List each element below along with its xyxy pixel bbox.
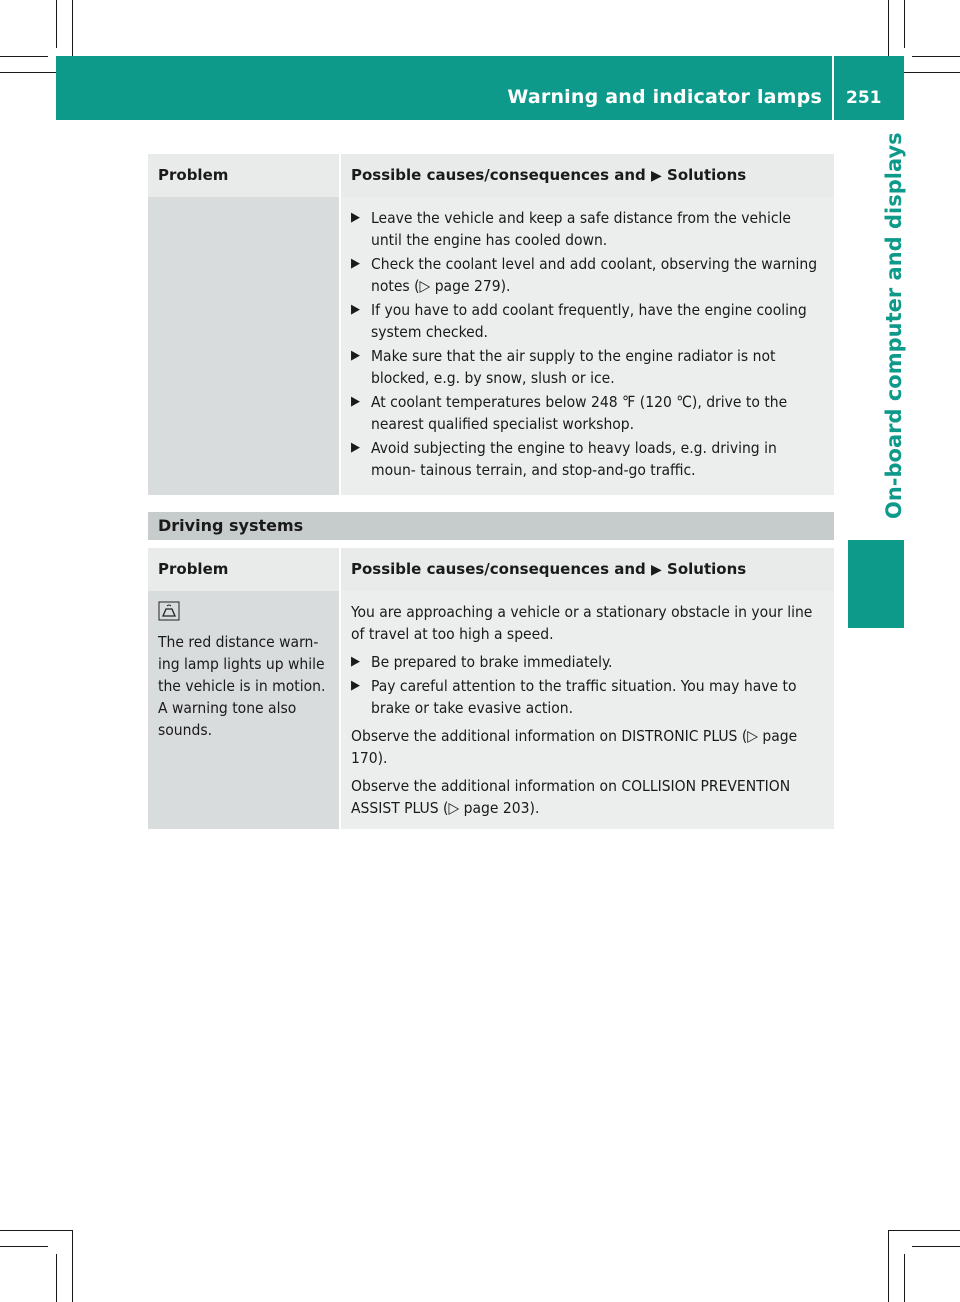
solutions-header [340, 154, 834, 197]
page-number: 251 [846, 88, 882, 108]
crop-mark [72, 1230, 73, 1302]
page-header [56, 56, 904, 120]
arrow-right-icon: ▶ [351, 348, 360, 363]
crop-mark [888, 1230, 889, 1302]
list-item: ▶ Check the coolant level and add coolant, observing the warning notes (▷ page 279). [351, 255, 818, 295]
arrow-right-icon: ▶ [351, 654, 360, 669]
solutions-header-suffix: Solutions [667, 166, 747, 184]
solutions-cell [340, 197, 834, 495]
solutions-header-suffix: Solutions [667, 560, 747, 578]
list-item: ▶ Leave the vehicle and keep a safe distance from the vehicle until the engine has cooled down. [351, 209, 791, 249]
problem-cell [148, 591, 340, 829]
distance-warning-icon [158, 601, 180, 621]
header-separator [832, 56, 834, 120]
crop-mark [888, 1230, 960, 1231]
table-row [148, 197, 834, 495]
table-header-row [148, 154, 834, 197]
crop-mark [912, 56, 960, 57]
arrow-right-icon: ▶ [651, 168, 662, 184]
solutions-header [340, 548, 834, 591]
problem-description: The red distance warn- ing lamp lights up while the vehicle is in motion. A warning tone also sounds. [158, 633, 326, 739]
table-header-row [148, 548, 834, 591]
crop-mark [0, 1230, 72, 1231]
arrow-right-icon: ▶ [351, 394, 360, 409]
chapter-tab-label: On-board computer and displays [882, 132, 906, 519]
crop-mark [904, 0, 905, 48]
page-title: Warning and indicator lamps [507, 86, 822, 108]
arrow-right-icon: ▶ [351, 210, 360, 225]
note-text: Observe the additional information on COLLISION PREVENTION ASSIST PLUS (▷ page 203). [351, 777, 791, 817]
solutions-cell [340, 591, 834, 829]
problem-header: Problem [148, 154, 340, 197]
arrow-right-icon: ▶ [651, 562, 662, 578]
list-item: ▶ Avoid subjecting the engine to heavy loads, e.g. driving in moun- tainous terrain, and stop-and-go traffic. [351, 439, 777, 479]
arrow-right-icon: ▶ [351, 256, 360, 271]
problem-cell [148, 197, 340, 495]
crop-mark [0, 56, 48, 57]
crop-mark [56, 1254, 57, 1302]
arrow-right-icon: ▶ [351, 302, 360, 317]
arrow-right-icon: ▶ [351, 678, 360, 693]
problem-header: Problem [148, 548, 340, 591]
table-row [148, 591, 834, 829]
crop-mark [904, 1254, 905, 1302]
list-item: ▶ Pay careful attention to the traffic situation. You may have to brake or take evasive action. [351, 677, 797, 717]
crop-mark [56, 0, 57, 48]
coolant-table [148, 154, 834, 495]
intro-text: You are approaching a vehicle or a stationary obstacle in your line of travel at too high a speed. [351, 603, 813, 643]
chapter-marker [848, 540, 904, 628]
crop-mark [912, 1246, 960, 1247]
driving-systems-table [148, 548, 834, 829]
distance-warning-icon [158, 601, 331, 627]
list-item: ▶ At coolant temperatures below 248 ℉ (120 ℃), drive to the nearest qualified specialist workshop. [351, 393, 788, 433]
solutions-header-prefix: Possible causes/consequences and [351, 166, 646, 184]
section-heading: Driving systems [148, 512, 834, 540]
arrow-right-icon: ▶ [351, 440, 360, 455]
crop-mark [0, 1246, 48, 1247]
list-item: ▶ If you have to add coolant frequently, have the engine cooling system checked. [351, 301, 807, 341]
note-text: Observe the additional information on DISTRONIC PLUS (▷ page 170). [351, 727, 798, 767]
list-item: ▶ Be prepared to brake immediately. [351, 653, 613, 671]
solutions-header-prefix: Possible causes/consequences and [351, 560, 646, 578]
list-item: ▶ Make sure that the air supply to the engine radiator is not blocked, e.g. by snow, slush or ice. [351, 347, 776, 387]
